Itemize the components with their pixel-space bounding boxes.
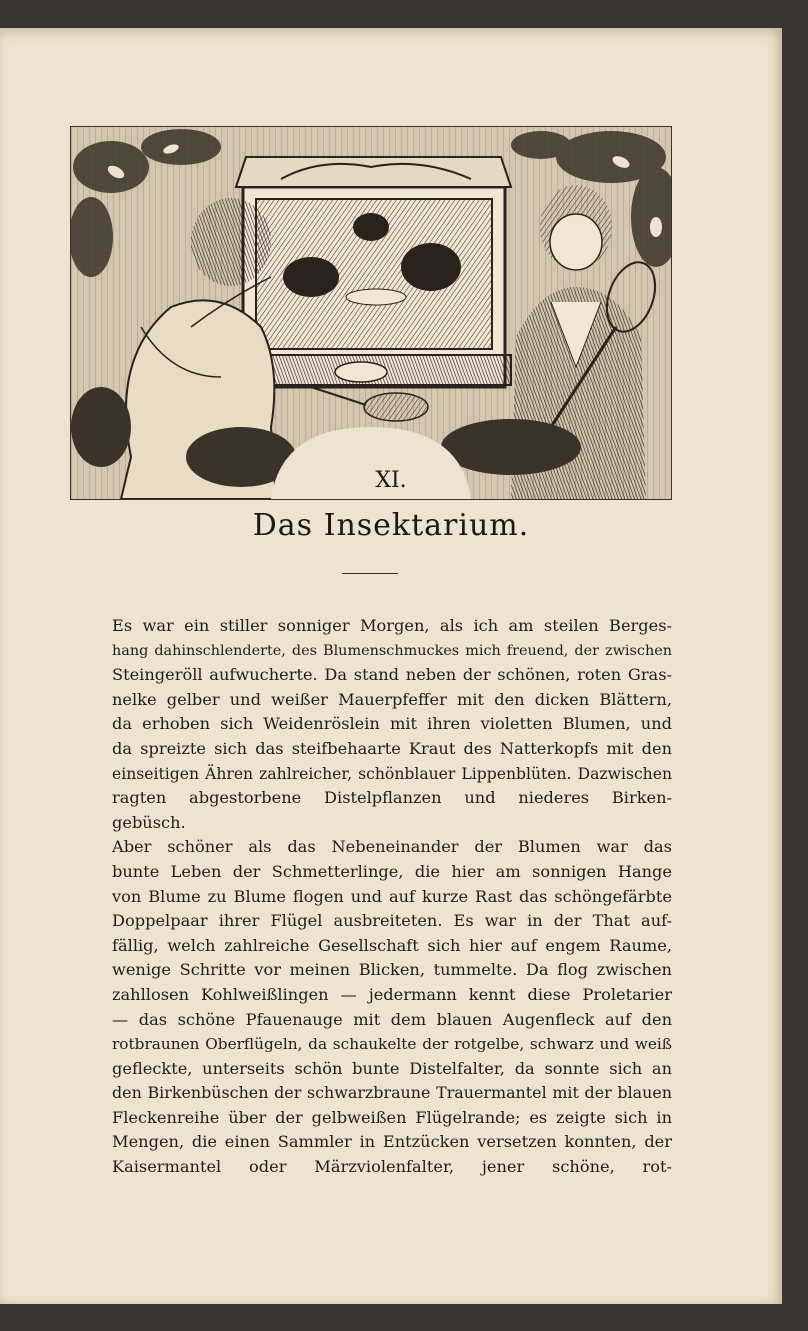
text-line: Mengen, die einen Sammler in Entzücken versetzen konnten, der: [112, 1132, 672, 1152]
title-divider: [342, 573, 398, 574]
text-line: da erhoben sich Weidenröslein mit ihren violetten Blumen, und: [112, 714, 672, 734]
text-line: von Blume zu Blume flogen und auf kurze Rast das schöngefärbte: [112, 886, 672, 906]
text-line: — das schöne Pfauenauge mit dem blauen Augenfleck auf den: [112, 1009, 672, 1029]
text-line: Kaisermantel oder Märzviolenfalter, jener schöne, rot-: [112, 1157, 672, 1177]
engraving-drawing: [71, 127, 671, 499]
book-page: [0, 28, 782, 1304]
paragraph: [112, 835, 672, 1179]
text-line: bunte Leben der Schmetterlinge, die hier am sonnigen Hange: [112, 861, 672, 881]
text-line: gefleckte, unterseits schön bunte Distelfalter, da sonnte sich an: [112, 1058, 672, 1078]
engraving-illustration: [70, 126, 672, 500]
text-line: rotbraunen Oberflügeln, da schaukelte der rotgelbe, schwarz und weiß: [112, 1035, 672, 1054]
text-line: Doppelpaar ihrer Flügel ausbreiteten. Es war in der That auf-: [112, 911, 672, 931]
text-line: Steingeröll aufwucherte. Da stand neben der schönen, roten Gras-: [112, 665, 672, 685]
text-line: da spreizte sich das steifbehaarte Kraut des Natterkopfs mit den: [112, 738, 672, 758]
chapter-title: Das Insektarium.: [252, 508, 530, 543]
body-text: [112, 614, 672, 1180]
text-line: Fleckenreihe über der gelbweißen Flügelrande; es zeigte sich in: [112, 1107, 672, 1127]
text-line: gebüsch.: [112, 812, 186, 832]
paragraph: [112, 614, 672, 835]
text-line: ragten abgestorbene Distelpflanzen und niederes Birken-: [112, 788, 672, 808]
text-line: den Birkenbüschen der schwarzbraune Trauermantel mit der blauen: [112, 1083, 672, 1103]
text-line: nelke gelber und weißer Mauerpfeffer mit den dicken Blättern,: [112, 689, 672, 709]
text-line: Aber schöner als das Nebeneinander der Blumen war das: [112, 837, 672, 857]
chapter-number: XI.: [375, 468, 407, 493]
text-line: Es war ein stiller sonniger Morgen, als ich am steilen Berges-: [112, 616, 672, 635]
text-line: zahllosen Kohlweißlingen — jedermann kennt diese Proletarier: [112, 984, 672, 1004]
text-line: fällig, welch zahlreiche Gesellschaft sich hier auf engem Raume,: [112, 935, 672, 955]
text-line: wenige Schritte vor meinen Blicken, tummelte. Da flog zwischen: [112, 960, 672, 980]
text-line: hang dahinschlenderte, des Blumenschmuckes mich freuend, der zwischen: [112, 642, 672, 659]
text-line: einseitigen Ähren zahlreicher, schönblauer Lippenblüten. Dazwischen: [112, 764, 672, 783]
